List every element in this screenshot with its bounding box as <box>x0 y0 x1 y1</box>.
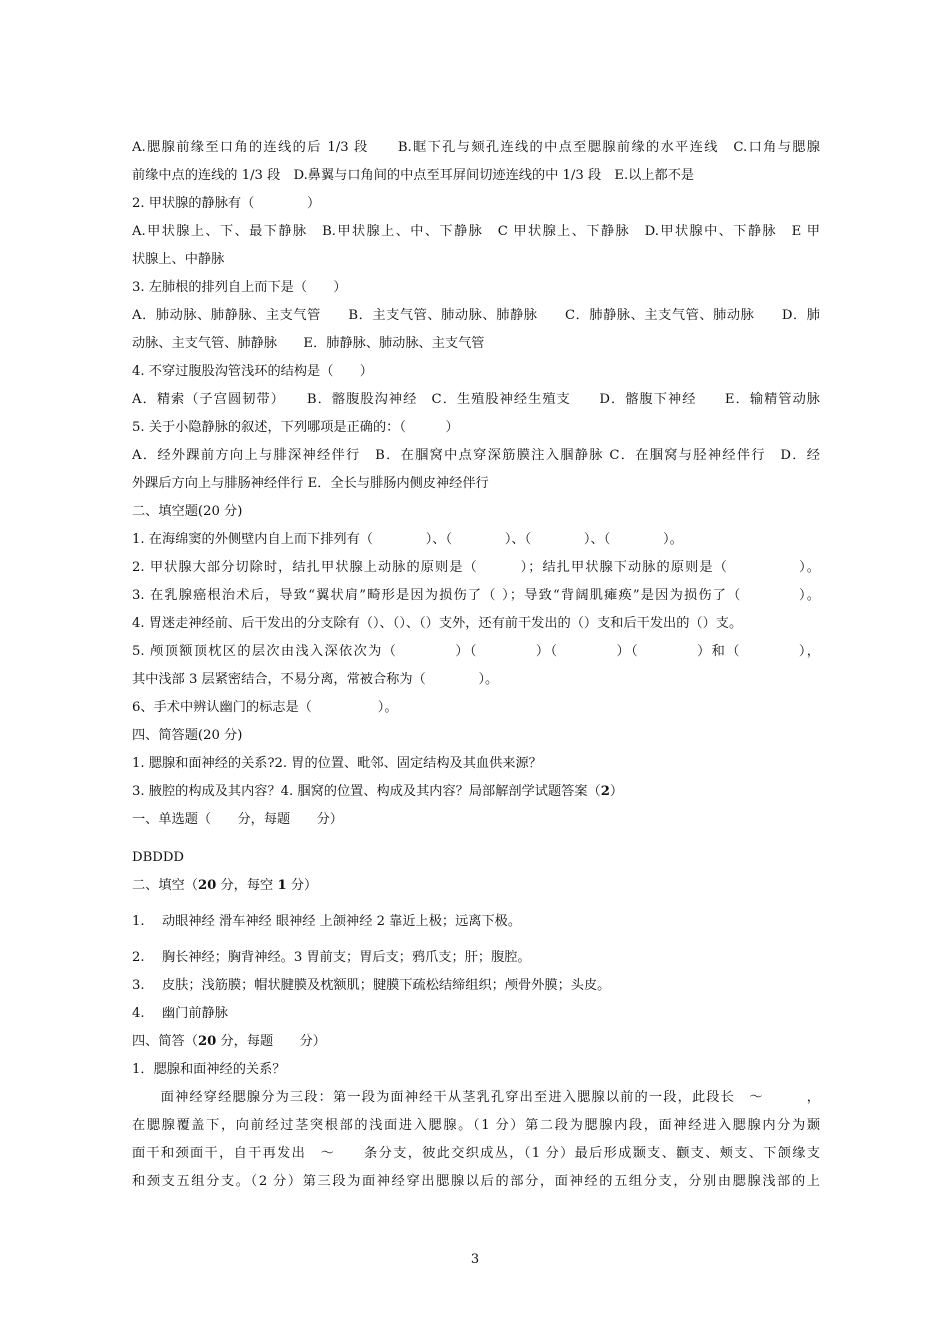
paragraph-line: 在腮腺覆盖下，向前经过茎突根部的浅面进入腮腺。（1 分）第二段为腮腺内段，面神经进入腮腺内分为颞 <box>132 1118 820 1133</box>
answer-line <box>132 949 820 967</box>
question-line: 4. 胃迷走神经前、后干发出的分支除有（）、（）、（）支外，还有前干发出的（）支和后干发出的（）支。 <box>132 616 743 631</box>
text: 3. 腋腔的构成及其内容？4. 腘窝的位置、构成及其内容？局部解剖学试题答案（ <box>132 784 601 799</box>
paragraph-line: 和颈支五组分支。（2 分）第三段为面神经穿出腮腺以后的部分，面神经的五组分支，分别由腮腺浅部的上 <box>132 1174 820 1189</box>
text: ） <box>609 784 624 799</box>
option-line: 动脉、主支气管、肺静脉 E．肺静脉、肺动脉、主支气管 <box>132 336 485 351</box>
option-line: A.甲状腺上、下、最下静脉 B.甲状腺上、中、下静脉 C 甲状腺上、下静脉 D.甲状腺中、下静脉 E 甲 <box>132 224 820 239</box>
text: 幽门前静脉 <box>162 1006 228 1021</box>
option-line: A.腮腺前缘至口角的连线的后 1/3 段 B.眶下孔与颏孔连线的中点至腮腺前缘的水平连线 C.口角与腮腺 <box>132 140 820 155</box>
answer-line <box>132 913 820 931</box>
paragraph-line: 面干和颈面干，自干再发出 ～ 条分支，彼此交织成丛，（1 分）最后形成颞支、颧支、颊支、下颌缘支 <box>132 1146 820 1161</box>
question-line: 2. 甲状腺的静脉有（ ） <box>132 196 321 211</box>
bold-text: 20 <box>197 878 217 893</box>
item-number: 4. <box>132 1006 145 1021</box>
question-line: 2. 甲状腺大部分切除时，结扎甲状腺上动脉的原则是（ ）；结扎甲状腺下动脉的原则是（ ）。 <box>132 560 820 575</box>
question-line: 4. 不穿过腹股沟管浅环的结构是（ ） <box>132 364 373 379</box>
bold-text: 20 <box>197 1034 217 1049</box>
text: 皮肤；浅筋膜；帽状腱膜及枕额肌；腱膜下疏松结缔组织；颅骨外膜；头皮。 <box>162 978 611 993</box>
text: 分） <box>286 878 318 893</box>
text: 胸长神经；胸背神经。3 胃前支；胃后支；鸦爪支；肝；腹腔。 <box>162 950 531 965</box>
question-line: 1．腮腺和面神经的关系？ <box>132 1062 286 1077</box>
question-line: 3. 左肺根的排列自上而下是（ ） <box>132 280 347 295</box>
text: 四、简答（ <box>132 1034 198 1049</box>
question-line: 1. 在海绵窦的外侧壁内自上而下排列有（ ）、（ ）、（ ）、（ ）。 <box>132 532 683 547</box>
item-number: 3. <box>132 978 145 993</box>
option-line: A．肺动脉、肺静脉、主支气管 B．主支气管、肺动脉、肺静脉 C．肺静脉、主支气管、肺动脉 D．肺 <box>132 308 820 323</box>
question-line: 5. 颅顶额顶枕区的层次由浅入深依次为（ ）（ ）（ ）（ ）和（ ）， <box>132 644 820 659</box>
option-line: 前缘中点的连线的 1/3 段 D.鼻翼与口角间的中点至耳屏间切迹连线的中 1/3 段 E.以上都不是 <box>132 168 695 183</box>
answer-line: DBDDD <box>132 850 184 865</box>
option-line: 外踝后方向上与腓肠神经伴行 E．全长与腓肠内侧皮神经伴行 <box>132 476 489 491</box>
section-heading: 二、填空题(20 分) <box>132 504 243 519</box>
option-line: A．经外踝前方向上与腓深神经伴行 B．在腘窝中点穿深筋膜注入腘静脉 C．在腘窝与胫神经伴行 D．经 <box>132 448 820 463</box>
text: 二、填空（ <box>132 878 198 893</box>
page-number: 3 <box>470 1252 480 1267</box>
question-line: 1. 腮腺和面神经的关系?2. 胃的位置、毗邻、固定结构及其血供来源？ <box>132 756 542 771</box>
text: 分，每题 分） <box>216 1034 326 1049</box>
bold-text: 2 <box>600 784 610 799</box>
question-line: 3. 在乳腺癌根治术后，导致“翼状肩”畸形是因为损伤了（ ）；导致“背阔肌瘫痪”是因为损伤了（ ）。 <box>132 588 820 603</box>
answer-line <box>132 1005 820 1023</box>
text: 动眼神经 滑车神经 眼神经 上颌神经 2 靠近上极；远离下极。 <box>162 914 522 929</box>
paragraph-line: 面神经穿经腮腺分为三段：第一段为面神经干从茎乳孔穿出至进入腮腺以前的一段，此段长 ～ ， <box>132 1090 820 1105</box>
question-line: 6、手术中辨认幽门的标志是（ ）。 <box>132 700 398 715</box>
text: 分，每空 <box>216 878 278 893</box>
section-heading <box>132 1033 820 1051</box>
question-line <box>132 783 820 801</box>
section-heading: 一、单选题（ 分，每题 分） <box>132 812 343 827</box>
section-heading <box>132 877 820 895</box>
question-line: 其中浅部 3 层紧密结合，不易分离，常被合称为（ ）。 <box>132 672 499 687</box>
item-number: 2. <box>132 950 145 965</box>
item-number: 1. <box>132 914 145 929</box>
option-line: A．精索（子宫圆韧带） B．髂腹股沟神经 C．生殖股神经生殖支 D．髂腹下神经 E．输精管动脉 <box>132 392 820 407</box>
question-line: 5. 关于小隐静脉的叙述，下列哪项是正确的：（ ） <box>132 420 459 435</box>
section-heading: 四、简答题(20 分) <box>132 728 243 743</box>
answer-line <box>132 977 820 995</box>
bold-text: 1 <box>277 878 287 893</box>
option-line: 状腺上、中静脉 <box>132 252 225 267</box>
